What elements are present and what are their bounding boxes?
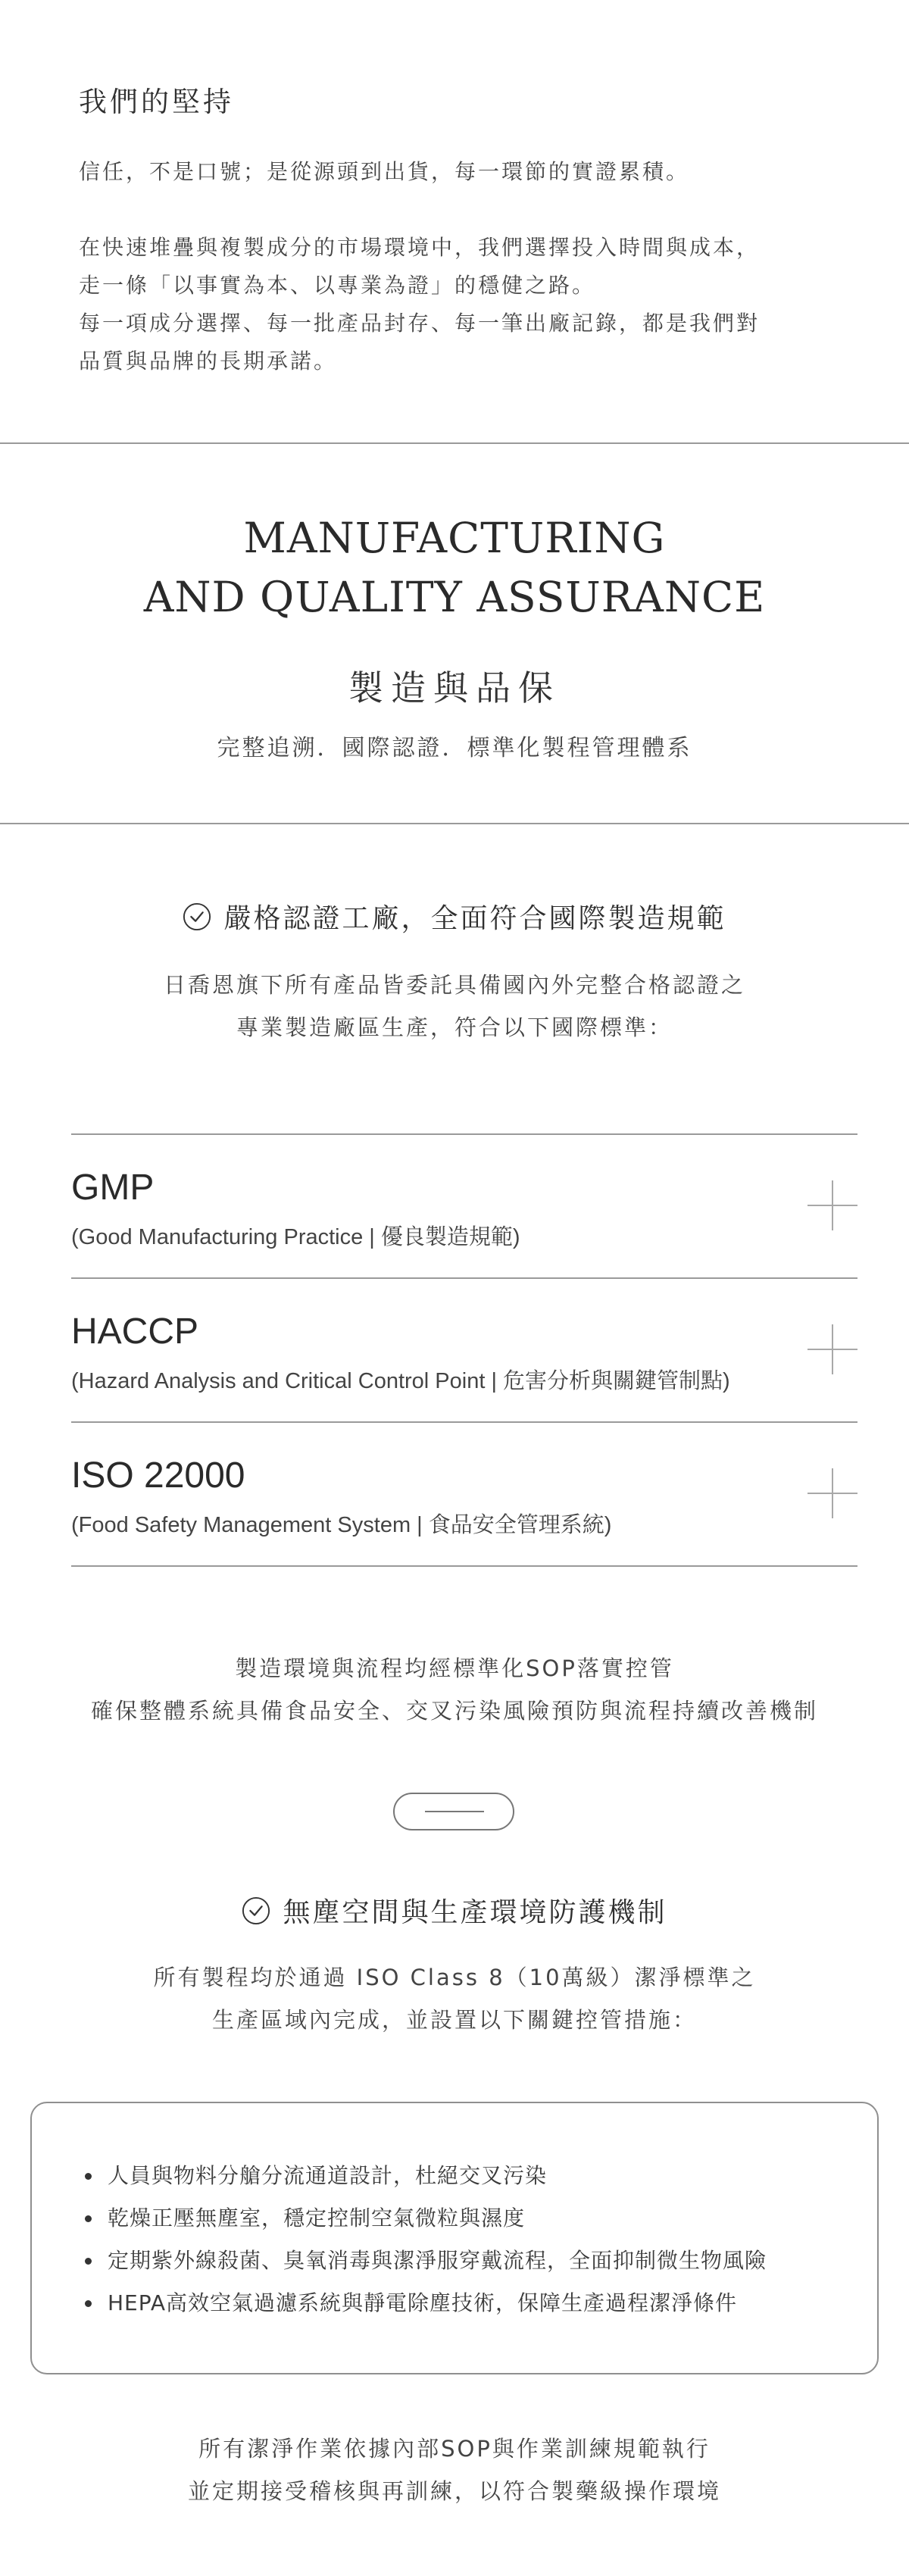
check-circle-icon: [183, 902, 211, 931]
certified-outro-line: 確保整體系統具備食品安全、交叉污染風險預防與流程持續改善機制: [90, 1698, 818, 1724]
standard-item-iso22000[interactable]: [71, 1421, 857, 1567]
standard-title: ISO 22000: [71, 1455, 245, 1496]
list-item: 定期紫外線殺菌、臭氧消毒與潔淨服穿戴流程，全面抑制微生物風險: [85, 2240, 767, 2282]
standard-desc: (Hazard Analysis and Critical Control Point | 危害分析與關鍵管制點): [71, 1369, 730, 1393]
list-item: 人員與物料分艙分流通道設計，杜絕交叉污染: [85, 2155, 767, 2197]
hero-title-zh: 製造與品保: [348, 667, 561, 708]
pill-divider-line: [425, 1811, 484, 1812]
persistence-line: 在快速堆疊與複製成分的市場環境中，我們選擇投入時間與成本，: [79, 235, 761, 260]
cleanroom-heading-text: 無塵空間與生產環境防護機制: [283, 1897, 667, 1928]
hero-title-en-line1: MANUFACTURING: [243, 514, 666, 562]
standard-title: GMP: [71, 1168, 155, 1208]
hero-subtitle: 完整追溯．國際認證．標準化製程管理體系: [217, 735, 692, 761]
persistence-line: 走一條「以事實為本、以專業為證」的穩健之路。: [79, 273, 596, 298]
cleanroom-outro: [0, 2428, 909, 2512]
list-item: 乾燥正壓無塵室，穩定控制空氣微粒與濕度: [85, 2197, 767, 2240]
plus-icon[interactable]: [807, 1180, 857, 1230]
standard-item-gmp[interactable]: [71, 1133, 857, 1277]
cleanroom-outro-line: 並定期接受稽核與再訓練，以符合製藥級操作環境: [187, 2478, 721, 2504]
standards-accordion: [71, 1133, 857, 1567]
cleanroom-outro-line: 所有潔淨作業依據內部SOP與作業訓練規範執行: [198, 2436, 711, 2462]
pill-divider: [393, 1793, 514, 1830]
persistence-line: 每一項成分選擇、每一批產品封存、每一筆出廠記錄，都是我們對: [79, 311, 761, 336]
standard-item-haccp[interactable]: [71, 1277, 857, 1421]
certified-heading-text: 嚴格認證工廠，全面符合國際製造規範: [223, 903, 726, 934]
certified-outro-line: 製造環境與流程均經標準化SOP落實控管: [235, 1655, 674, 1681]
plus-icon[interactable]: [807, 1468, 857, 1518]
persistence-title: 我們的堅持: [79, 86, 234, 118]
standard-desc: (Good Manufacturing Practice | 優良製造規範): [71, 1225, 520, 1249]
certified-outro: [0, 1647, 909, 1732]
persistence-section: [79, 79, 836, 380]
persistence-line: 品質與品牌的長期承諾。: [79, 349, 338, 374]
standard-title: HACCP: [71, 1311, 199, 1352]
cleanroom-measures-list: [85, 2155, 767, 2324]
cleanroom-intro-line: 生產區域內完成，並設置以下關鍵控管措施：: [211, 2007, 697, 2033]
certified-heading: [0, 897, 909, 936]
cleanroom-intro: [0, 1956, 909, 2041]
persistence-line: 信任，不是口號；是從源頭到出貨，每一環節的實證累積。: [79, 159, 690, 184]
certified-intro: [0, 964, 909, 1049]
standard-desc: (Food Safety Management System | 食品安全管理系統): [71, 1513, 612, 1537]
plus-icon[interactable]: [807, 1324, 857, 1374]
list-item: HEPA高效空氣過濾系統與靜電除塵技術，保障生產過程潔淨條件: [85, 2282, 767, 2324]
cleanroom-intro-line: 所有製程均於通過 ISO Class 8（10萬級）潔淨標準之: [153, 1965, 756, 1990]
hero-title-en-line2: AND QUALITY ASSURANCE: [143, 573, 766, 621]
section-divider: [0, 442, 909, 444]
certified-intro-line: 日喬恩旗下所有產品皆委託具備國內外完整合格認證之: [163, 972, 745, 998]
check-circle-icon: [242, 1896, 270, 1925]
cleanroom-heading: [0, 1891, 909, 1930]
cleanroom-measures-box: [30, 2102, 879, 2374]
certified-intro-line: 專業製造廠區生產，符合以下國際標準：: [236, 1014, 673, 1040]
section-divider: [0, 823, 909, 824]
